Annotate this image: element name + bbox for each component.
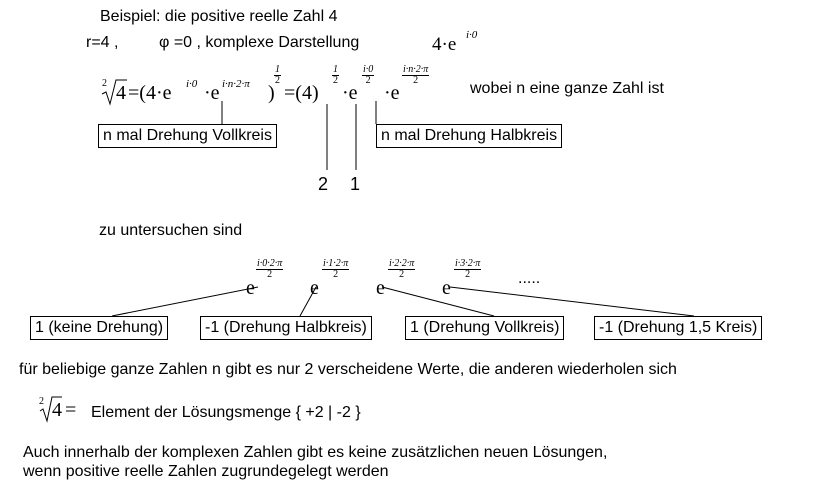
box-n-vollkreis: n mal Drehung Vollkreis (98, 124, 277, 148)
heading: Beispiel: die positive reelle Zahl 4 (100, 8, 338, 25)
exp-term-1-base: e (310, 277, 319, 299)
conclusion-line2: wenn positive reelle Zahlen zugrundegelegt werden (23, 463, 389, 480)
formula-part5: ·e (342, 82, 358, 104)
result-root-radicand: 4 (52, 399, 62, 421)
exp-term-2-den: 2 (399, 269, 405, 280)
formula-part3: ) (268, 82, 275, 104)
statement-text: für beliebige ganze Zahlen n gibt es nur 2 verscheidene Werte, die anderen wiederholen sich (19, 361, 677, 378)
examine-label: zu untersuchen sind (99, 222, 243, 239)
exp4-num: i·0 (363, 64, 374, 75)
label-two: 2 (318, 174, 329, 194)
exp-term-3-num: i·3·2·π (455, 258, 481, 269)
label-one: 1 (350, 174, 361, 194)
formula-exp1: i·0 (186, 78, 198, 90)
outer-exp-den: 2 (275, 75, 280, 86)
exp-term-0-num: i·0·2·π (257, 258, 283, 269)
complex-exponent: i·0 (466, 29, 478, 41)
exp3-num: 1 (333, 64, 338, 75)
exp5-den: 2 (413, 75, 419, 86)
exp-term-0-den: 2 (267, 269, 273, 280)
formula-part4: =(4) (284, 82, 319, 104)
exp-term-3-base: e (442, 277, 451, 299)
outer-exp-num: 1 (275, 64, 280, 75)
box-drehung-vollkreis: 1 (Drehung Vollkreis) (405, 316, 564, 340)
r-label: r=4 , (86, 34, 119, 51)
exp3-den: 2 (333, 75, 338, 86)
exp5-num: i·n·2·π (403, 64, 429, 75)
root-radicand: 4 (116, 82, 126, 104)
box-n-halbkreis: n mal Drehung Halbkreis (376, 124, 562, 148)
exp-term-1-den: 2 (333, 269, 339, 280)
result-text: Element der Lösungsmenge { +2 | -2 } (91, 404, 361, 421)
formula-part6: ·e (384, 82, 400, 104)
formula-part2: ·e (204, 82, 220, 104)
box-keine-drehung: 1 (keine Drehung) (30, 316, 168, 340)
formula-trailing-text: wobei n eine ganze Zahl ist (470, 80, 664, 97)
root-index: 2 (102, 78, 107, 89)
exp-term-2-num: i·2·2·π (389, 258, 415, 269)
exp4-den: 2 (365, 75, 371, 86)
box-drehung-1-5-kreis: -1 (Drehung 1,5 Kreis) (594, 316, 762, 340)
exp-term-3-den: 2 (465, 269, 471, 280)
exp-term-1-num: i·1·2·π (323, 258, 349, 269)
complex-form: 4·e (432, 34, 457, 55)
result-equals: = (65, 399, 77, 421)
exp-term-0-base: e (246, 277, 255, 299)
formula-exp2: i·n·2·π (222, 78, 250, 90)
conclusion-line1: Auch innerhalb der komplexen Zahlen gibt es keine zusätzlichen neuen Lösungen, (23, 444, 608, 461)
exp-ellipsis: ..... (518, 270, 541, 287)
box-drehung-halbkreis: -1 (Drehung Halbkreis) (200, 316, 372, 340)
exp-term-2-base: e (376, 277, 385, 299)
formula-part1: =(4·e (128, 82, 172, 104)
phi-label: φ =0 , komplexe Darstellung (159, 34, 360, 51)
result-root-index: 2 (39, 396, 44, 407)
